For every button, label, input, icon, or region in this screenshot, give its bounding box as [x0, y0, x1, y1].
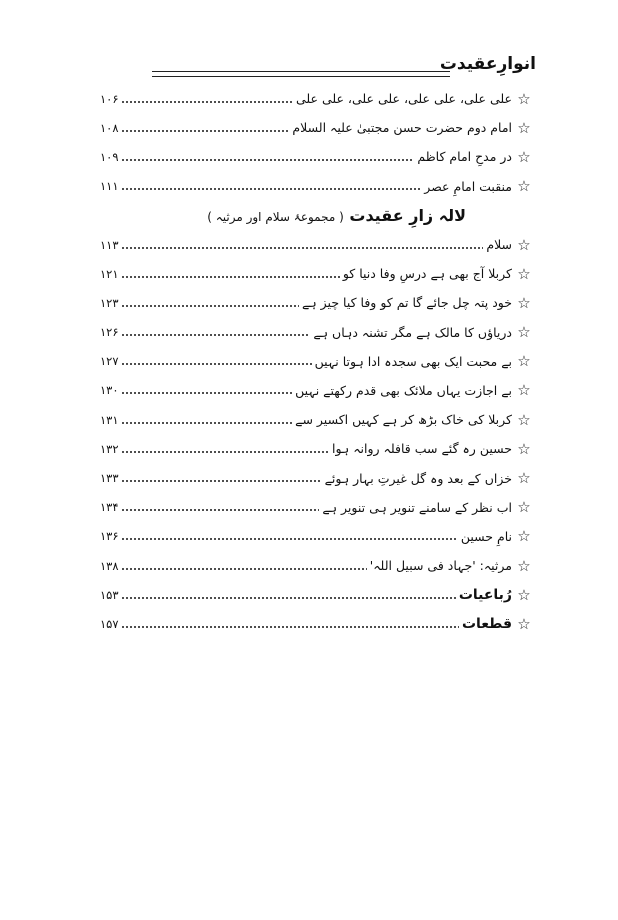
toc-entry	[100, 551, 536, 580]
dot-leader	[121, 593, 456, 602]
toc-entry-title: دریاؤں کا مالک ہے مگر تشنہ دہاں ہے	[313, 324, 512, 340]
toc-entry-page: ۱۱۱	[100, 179, 119, 194]
table-of-contents	[100, 84, 536, 639]
dot-leader	[121, 564, 367, 573]
toc-entry-page: ۱۳۸	[100, 558, 119, 573]
toc-entry	[100, 318, 536, 347]
toc-entry-title: خود پتہ چل جائے گا تم کو وفا کیا چیز ہے	[302, 295, 512, 311]
toc-entry-page: ۱۳۴	[100, 500, 119, 515]
toc-entry-page: ۱۳۳	[100, 471, 119, 486]
star-icon: ☆	[517, 410, 531, 429]
dot-leader	[121, 97, 293, 106]
toc-entry	[100, 288, 536, 317]
star-icon: ☆	[517, 89, 531, 108]
section-subtitle: ( مجموعۂ سلام اور مرثیہ )	[207, 209, 344, 224]
star-icon: ☆	[517, 264, 531, 283]
star-icon: ☆	[517, 527, 531, 546]
dot-leader	[121, 506, 320, 515]
toc-entry-page: ۱۲۷	[100, 354, 119, 369]
dot-leader	[121, 272, 340, 281]
toc-entry-title: علی علی، علی علی، علی علی، علی علی	[295, 91, 512, 107]
toc-entry	[100, 434, 536, 463]
header-rule	[152, 76, 450, 77]
star-icon: ☆	[517, 439, 531, 458]
toc-entry	[100, 259, 536, 288]
dot-leader	[121, 447, 329, 456]
toc-entry-title: بے اجازت یہاں ملائک بھی قدم رکھتے نہیں	[295, 382, 512, 398]
toc-entry-title: رُباعیات	[458, 586, 512, 603]
star-icon: ☆	[517, 118, 531, 137]
star-icon: ☆	[517, 177, 531, 196]
section-title: لالہ زارِ عقیدت	[349, 205, 466, 225]
toc-entry-title: امام دوم حضرت حسن مجتبیٰ علیہ السلام	[292, 120, 512, 136]
toc-entry-page: ۱۳۰	[100, 383, 119, 398]
star-icon: ☆	[517, 469, 531, 488]
toc-entry-page: ۱۳۲	[100, 441, 119, 456]
toc-entry-page: ۱۰۶	[100, 91, 119, 106]
toc-entry	[100, 347, 536, 376]
star-icon: ☆	[517, 293, 531, 312]
toc-entry-title: بے محبت ایک بھی سجدہ ادا ہوتا نہیں	[314, 353, 512, 369]
page-header-title: انوارِعقیدت	[439, 54, 536, 74]
toc-entry-title: سلام	[486, 237, 512, 253]
toc-entry-title: حسین رہ گئے سب قافلہ روانہ ہوا	[332, 441, 512, 457]
toc-entry-page: ۱۱۳	[100, 237, 119, 252]
dot-leader	[121, 477, 322, 486]
toc-entry-title: منقبت امامِ عصر	[424, 178, 512, 194]
star-icon: ☆	[517, 614, 531, 633]
toc-entry-page: ۱۲۶	[100, 325, 119, 340]
toc-entry	[100, 230, 536, 259]
toc-entry	[100, 580, 536, 609]
toc-entry-page: ۱۳۱	[100, 412, 119, 427]
toc-entry-page: ۱۳۶	[100, 529, 119, 544]
toc-entry-title: اب نظر کے سامنے تنویر ہی تنویر ہے	[322, 499, 512, 515]
dot-leader	[121, 331, 311, 340]
toc-entry	[100, 493, 536, 522]
toc-entry	[100, 609, 536, 638]
toc-entry-title: کربلا آج بھی ہے درسِ وفا دنیا کو	[342, 266, 512, 282]
toc-entry-page: ۱۲۱	[100, 266, 119, 281]
dot-leader	[121, 360, 312, 369]
toc-entry-page: ۱۰۸	[100, 120, 119, 135]
toc-entry	[100, 172, 536, 201]
star-icon: ☆	[517, 381, 531, 400]
toc-entry-title: خزاں کے بعد وہ گل غیرتِ بہار ہوئے	[324, 470, 512, 486]
toc-entry	[100, 522, 536, 551]
dot-leader	[121, 301, 300, 310]
section-heading	[100, 201, 536, 230]
toc-entry	[100, 84, 536, 113]
toc-entry-title: قطعات	[461, 615, 512, 632]
star-icon: ☆	[517, 235, 531, 254]
toc-entry	[100, 113, 536, 142]
toc-entry-title: در مدحِ امام کاظم	[417, 149, 512, 165]
dot-leader	[121, 155, 415, 164]
dot-leader	[121, 535, 458, 544]
dot-leader	[121, 418, 293, 427]
toc-entry-page: ۱۲۳	[100, 295, 119, 310]
star-icon: ☆	[517, 323, 531, 342]
star-icon: ☆	[517, 498, 531, 517]
toc-entry-title: کربلا کی خاک بڑھ کر ہے کہیں اکسیر سے	[295, 412, 512, 428]
header-rule	[152, 71, 450, 72]
toc-entry-title: مرثیہ: 'جہاد فی سبیل اللہ'	[369, 558, 512, 574]
toc-entry-title: نامِ حسین	[460, 528, 512, 544]
toc-entry	[100, 376, 536, 405]
toc-entry-page: ۱۰۹	[100, 149, 119, 164]
toc-entry	[100, 405, 536, 434]
toc-entry	[100, 142, 536, 171]
star-icon: ☆	[517, 147, 531, 166]
dot-leader	[121, 185, 422, 194]
dot-leader	[121, 243, 484, 252]
dot-leader	[121, 126, 290, 135]
star-icon: ☆	[517, 585, 531, 604]
dot-leader	[121, 622, 459, 631]
star-icon: ☆	[517, 556, 531, 575]
toc-entry	[100, 463, 536, 492]
toc-entry-page: ۱۵۷	[100, 616, 119, 631]
dot-leader	[121, 389, 293, 398]
star-icon: ☆	[517, 352, 531, 371]
toc-entry-page: ۱۵۳	[100, 587, 119, 602]
